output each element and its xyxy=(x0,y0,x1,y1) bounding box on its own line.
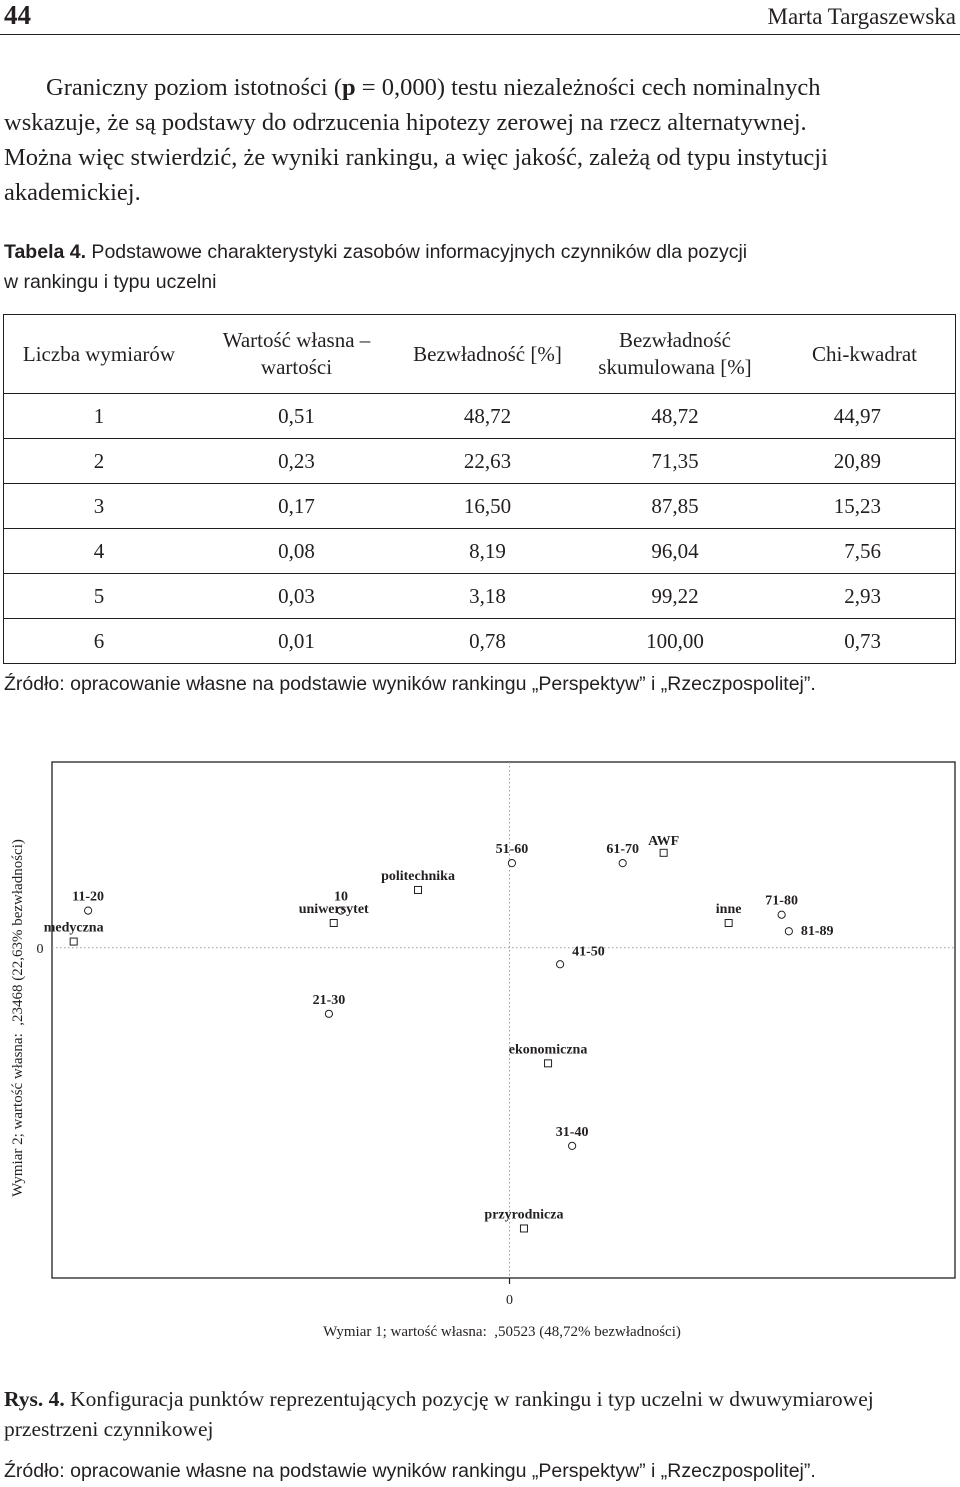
table-caption-text: Podstawowe charakterystyki zasobów informacyjnych czynników dla pozycji xyxy=(86,241,748,263)
figure-caption-text: Konfiguracja punktów reprezentujących pozycję w rankingu i typ uczelni w dwuwymiarowej xyxy=(64,1387,874,1411)
y-axis-label: Wymiar 2; wartość własna: ,23468 (22,63% bezwładności) xyxy=(10,839,26,1197)
point-label: ekonomiczna xyxy=(508,1042,588,1058)
point-label: 71-80 xyxy=(765,893,798,909)
figure-caption xyxy=(4,1384,956,1444)
figure-caption-label: Rys. 4. xyxy=(4,1387,65,1411)
header-eigenvalue xyxy=(194,315,399,394)
cell-dimension: 6 xyxy=(4,619,195,664)
point-label: 51-60 xyxy=(495,842,529,858)
reference-lines xyxy=(52,762,955,1284)
table-caption-line-2: w rankingu i typu uczelni xyxy=(4,271,217,293)
point-label: inne xyxy=(715,901,742,917)
cell-inertia: 0,78 xyxy=(399,619,576,664)
x-zero-tick-label: 0 xyxy=(506,1293,514,1308)
university-type-marker xyxy=(520,1225,527,1232)
paragraph-line-1 xyxy=(4,70,956,105)
cell-dimension: 3 xyxy=(4,484,195,529)
figure-caption-line-1 xyxy=(4,1384,956,1414)
cell-dimension: 1 xyxy=(4,394,195,439)
cell-chi-square: 20,89 xyxy=(774,439,956,484)
point-label: politechnika xyxy=(381,868,455,884)
figure-source-note: Źródło: opracowanie własne na podstawie wyników rankingu „Perspektyw” i „Rzeczpospolitej”. xyxy=(4,1460,816,1482)
header-inertia: Bezwładność [%] xyxy=(399,315,576,394)
cell-dimension: 4 xyxy=(4,529,195,574)
cell-inertia: 48,72 xyxy=(399,394,576,439)
table-source-note: Źródło: opracowanie własne na podstawie wyników rankingu „Perspektyw” i „Rzeczpospolitej”. xyxy=(4,673,816,695)
point-label: 21-30 xyxy=(312,992,346,1008)
y-zero-tick-label: 0 xyxy=(36,941,44,957)
cell-inertia: 22,63 xyxy=(399,439,576,484)
cell-chi-square: 15,23 xyxy=(774,484,956,529)
point-label: 11-20 xyxy=(72,889,105,905)
cell-chi-square: 0,73 xyxy=(774,619,956,664)
rank-point-marker xyxy=(508,860,515,867)
university-type-marker xyxy=(415,886,422,893)
rank-point-marker xyxy=(778,911,785,918)
cell-inertia: 8,19 xyxy=(399,529,576,574)
header-cumulative-line-1: Bezwładność xyxy=(619,328,731,352)
table-header-row xyxy=(4,315,956,394)
point-label: 31-40 xyxy=(555,1124,589,1140)
header-cumulative-inertia xyxy=(576,315,774,394)
header-cumulative-line-2: skumulowana [%] xyxy=(598,355,752,379)
point-label: medyczna xyxy=(43,920,104,936)
running-head-author: Marta Targaszewska xyxy=(767,4,956,29)
point-label: 61-70 xyxy=(606,842,640,858)
header-eigenvalue-line-2: wartości xyxy=(260,355,333,379)
page-header xyxy=(0,0,960,36)
header-rule xyxy=(0,34,960,35)
cell-cumulative: 71,35 xyxy=(576,439,774,484)
plot-frame xyxy=(52,762,955,1278)
table-row xyxy=(4,484,956,529)
cell-eigenvalue: 0,17 xyxy=(194,484,399,529)
university-type-marker xyxy=(725,919,732,926)
table-row xyxy=(4,529,956,574)
figure-caption-line-2: przestrzeni czynnikowej xyxy=(4,1417,214,1441)
paragraph-line-1-start: Graniczny poziom istotności ( xyxy=(46,74,342,101)
point-label: 10 xyxy=(333,889,348,905)
cell-chi-square: 7,56 xyxy=(774,529,956,574)
correspondence-scatter-plot xyxy=(0,750,960,1350)
point-label: 81-89 xyxy=(800,924,834,940)
data-table xyxy=(3,314,956,664)
university-type-marker xyxy=(660,849,667,856)
university-type-marker xyxy=(70,938,77,945)
cell-eigenvalue: 0,51 xyxy=(194,394,399,439)
page-number: 44 xyxy=(4,0,31,30)
rank-point-marker xyxy=(619,860,626,867)
cell-dimension: 2 xyxy=(4,439,195,484)
table-row xyxy=(4,394,956,439)
plot-points xyxy=(44,834,834,1232)
cell-inertia: 3,18 xyxy=(399,574,576,619)
cell-cumulative: 100,00 xyxy=(576,619,774,664)
paragraph-line-4: akademickiej. xyxy=(4,179,141,206)
point-label: 41-50 xyxy=(572,944,605,960)
rank-point-marker xyxy=(569,1142,576,1149)
university-type-marker xyxy=(330,919,337,926)
rank-point-marker xyxy=(325,1010,332,1017)
p-value-symbol: p xyxy=(341,74,356,101)
header-dimensions: Liczba wymiarów xyxy=(4,315,195,394)
paragraph-line-3: Można więc stwierdzić, że wyniki rankingu, a więc jakość, zależą od typu instytucji xyxy=(4,144,828,171)
table-caption-line-1 xyxy=(4,237,956,267)
cell-cumulative: 48,72 xyxy=(576,394,774,439)
cell-dimension: 5 xyxy=(4,574,195,619)
cell-eigenvalue: 0,03 xyxy=(194,574,399,619)
table-caption-label: Tabela 4. xyxy=(4,241,87,263)
cell-eigenvalue: 0,08 xyxy=(194,529,399,574)
point-label: przyrodnicza xyxy=(484,1207,564,1223)
header-eigenvalue-line-1: Wartość własna – xyxy=(222,328,371,352)
rank-point-marker xyxy=(85,907,92,914)
cell-cumulative: 87,85 xyxy=(576,484,774,529)
x-axis-label: Wymiar 1; wartość własna: ,50523 (48,72% bezwładności) xyxy=(323,1324,681,1340)
cell-cumulative: 96,04 xyxy=(576,529,774,574)
cell-cumulative: 99,22 xyxy=(576,574,774,619)
table-caption xyxy=(4,237,956,297)
cell-eigenvalue: 0,23 xyxy=(194,439,399,484)
paragraph-line-2: wskazuje, że są podstawy do odrzucenia hipotezy zerowej na rzecz alternatywnej. xyxy=(4,109,807,136)
paragraph-line-1-end: = 0,000) testu niezależności cech nominalnych xyxy=(355,74,821,101)
point-label: uniwersytet xyxy=(298,901,369,917)
table-row xyxy=(4,439,956,484)
cell-inertia: 16,50 xyxy=(399,484,576,529)
cell-chi-square: 2,93 xyxy=(774,574,956,619)
point-label: AWF xyxy=(648,833,680,849)
body-paragraph xyxy=(4,70,956,210)
cell-eigenvalue: 0,01 xyxy=(194,619,399,664)
rank-point-marker xyxy=(556,961,563,968)
cell-chi-square: 44,97 xyxy=(774,394,956,439)
university-type-marker xyxy=(545,1060,552,1067)
table-row xyxy=(4,619,956,664)
rank-point-marker xyxy=(785,928,792,935)
table-row xyxy=(4,574,956,619)
header-chi-square: Chi-kwadrat xyxy=(774,315,956,394)
